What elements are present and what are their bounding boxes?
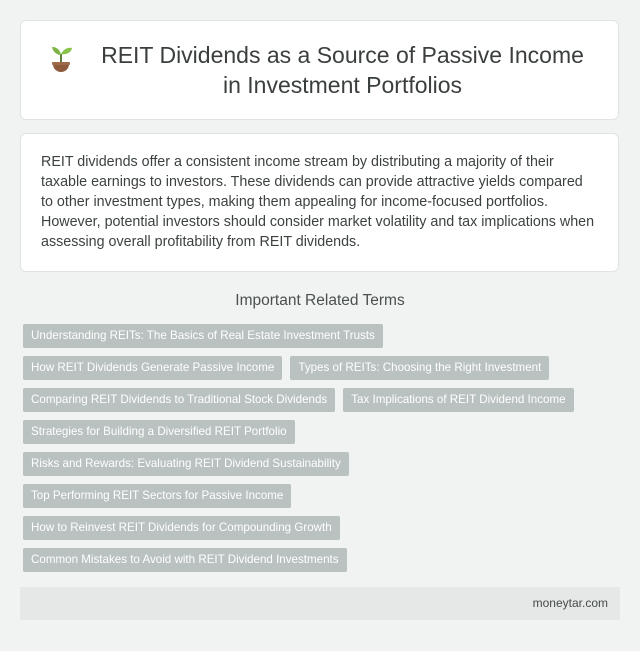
intro-card — [20, 133, 619, 272]
intro-paragraph: REIT dividends offer a consistent income stream by distributing a majority of their taxable earnings to investors. These dividends can provide attractive yields compared to other investment types, making them appealing for income-focused portfolios. However, potential investors should consider market volatility and tax implications when assessing overall profitability from REIT dividends. — [41, 154, 595, 250]
related-term-tag[interactable]: Understanding REITs: The Basics of Real Estate Investment Trusts — [23, 324, 383, 348]
footer-site-link[interactable]: moneytar.com — [532, 596, 608, 610]
related-terms-list — [23, 324, 623, 580]
related-term-tag[interactable]: Tax Implications of REIT Dividend Income — [343, 388, 573, 412]
related-term-tag[interactable]: Top Performing REIT Sectors for Passive Income — [23, 484, 291, 508]
related-term-tag[interactable]: Common Mistakes to Avoid with REIT Dividend Investments — [23, 548, 347, 572]
footer — [20, 587, 620, 620]
related-term-tag[interactable]: Risks and Rewards: Evaluating REIT Dividend Sustainability — [23, 452, 349, 476]
related-term-tag[interactable]: Strategies for Building a Diversified REIT Portfolio — [23, 420, 295, 444]
related-term-tag[interactable]: How REIT Dividends Generate Passive Income — [23, 356, 282, 380]
seedling-icon — [47, 42, 75, 74]
page-title: REIT Dividends as a Source of Passive Income in Investment Portfolios — [101, 42, 584, 98]
related-terms-heading: Important Related Terms — [235, 292, 405, 309]
title-card — [20, 20, 619, 120]
related-term-tag[interactable]: Comparing REIT Dividends to Traditional Stock Dividends — [23, 388, 335, 412]
title-wrap — [27, 40, 613, 100]
related-term-tag[interactable]: How to Reinvest REIT Dividends for Compounding Growth — [23, 516, 340, 540]
related-term-tag[interactable]: Types of REITs: Choosing the Right Investment — [290, 356, 549, 380]
